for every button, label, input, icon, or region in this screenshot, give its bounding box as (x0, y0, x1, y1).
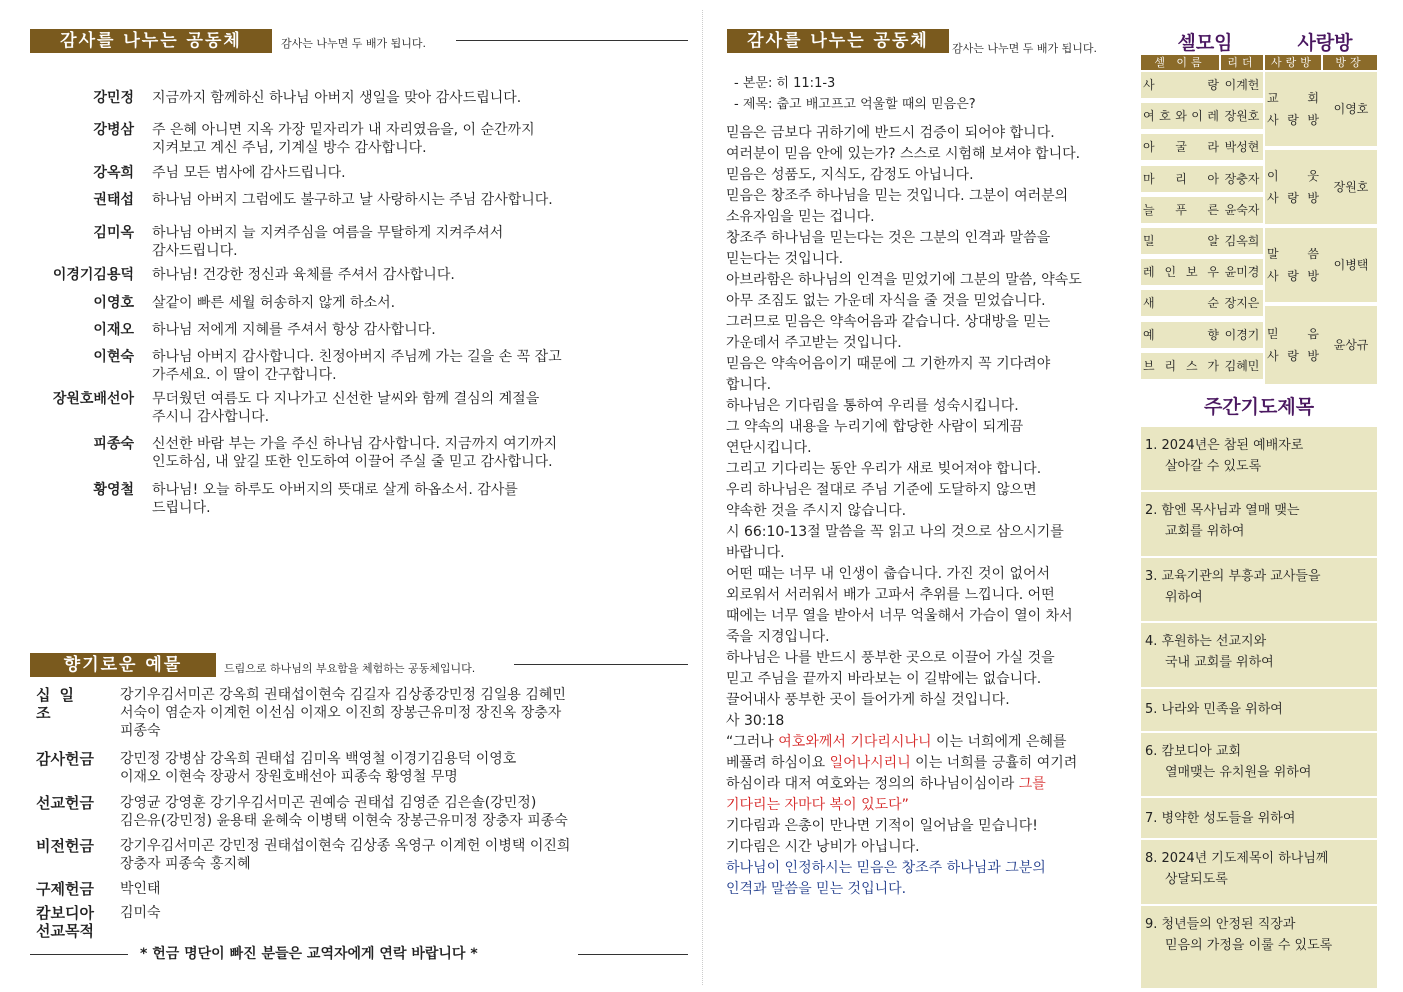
cell-name-char: 예 (1143, 327, 1155, 342)
thanks-item (32, 164, 682, 182)
thanks-name: 강병삼 (93, 122, 134, 138)
cell-row (1141, 103, 1263, 129)
prayer-line: 열매맺는 유치원을 위하여 (1165, 765, 1312, 780)
prayer-line: 4. 후원하는 선교지와 (1145, 634, 1267, 649)
cell-row (1141, 322, 1263, 348)
sermon-line: 창조주 하나님을 믿는다는 것은 그분의 인격과 말씀을 (726, 230, 1051, 246)
cell-name-char: 알 (1207, 234, 1219, 248)
thanks-message (152, 321, 682, 339)
thanks-line: 하나님 아버지 그럼에도 불구하고 날 사랑하시는 주님 감사합니다. (152, 192, 553, 208)
sermon-title: - 제목: 춥고 배고프고 억울할 때의 믿음은? (734, 97, 976, 112)
sermon-line: 믿음은 창조주 하나님을 믿는 것입니다. 그분이 여러분의 (726, 188, 1069, 204)
sermon-line: 믿는다는 것입니다. (726, 251, 844, 267)
cell-row (1141, 134, 1263, 160)
thanks-item (32, 435, 682, 471)
love-room (1265, 228, 1377, 302)
cell-name-char: 푸 (1175, 202, 1187, 217)
offering-line: 김미숙 (120, 905, 161, 921)
cell-row (1141, 290, 1263, 316)
cell-name-char: 향 (1207, 327, 1219, 342)
cell-leader: 장지은 (1224, 296, 1260, 311)
thanks-item (32, 321, 682, 339)
cell-name (1143, 197, 1219, 223)
love-room-char: 씀 (1307, 247, 1319, 261)
prayer-item (1141, 798, 1377, 838)
page-fold-line (702, 10, 703, 985)
cell-name-char: 른 (1207, 202, 1219, 217)
thanks-name: 이현숙 (93, 349, 134, 365)
offering-row (36, 794, 686, 830)
sermon-line: 끌어내사 풍부한 곳이 들어가게 하실 것입니다. (726, 692, 1010, 708)
love-room-char: 믿 (1267, 327, 1279, 341)
cell-name-char: 늘 (1143, 202, 1155, 217)
thanks-message (152, 164, 682, 182)
thanks-item (32, 481, 682, 517)
sermon-section-header: 감사를 나누는 공동체 (727, 29, 949, 53)
cell-name-char: 순 (1207, 296, 1219, 311)
offering-line: 이재오 이현숙 장광서 장원호배선아 피종숙 황영철 무명 (120, 769, 458, 785)
love-room-char: 회 (1307, 91, 1319, 105)
closing-line-2: 인격과 말씀을 믿는 것입니다. (726, 881, 907, 897)
love-room-char: 랑 (1287, 191, 1299, 205)
love-room-char: 사 (1267, 113, 1279, 127)
offering-names (120, 904, 686, 922)
prayer-item (1141, 733, 1377, 796)
prayer-line: 2. 함엔 목사님과 열매 맺는 (1145, 503, 1300, 518)
love-room-line (1267, 323, 1319, 345)
love-room-head: 이영호 (1333, 102, 1369, 116)
cell-name (1143, 290, 1219, 316)
thanks-line: 드립니다. (152, 500, 211, 516)
divider (578, 954, 688, 955)
love-room-char: 음 (1307, 327, 1319, 341)
love-room-name (1267, 323, 1319, 367)
sermon-line: 그러므로 믿음은 약속어음과 같습니다. 상대방을 믿는 (726, 314, 1051, 330)
cell-name-char: 밀 (1143, 234, 1155, 248)
offering-line: 강기우김서미곤 강민정 권태섭이현숙 김상종 옥영구 이계헌 이병택 이진희 (120, 838, 571, 854)
quote-line-1: “그러나 여호와께서 기다리시나니 이는 너희에게 은혜를 (726, 734, 1067, 750)
sermon-line: 믿음은 금보다 귀하기에 반드시 검증이 되어야 합니다. (726, 125, 1055, 141)
offering-label: 구제헌금 (36, 880, 94, 898)
sermon-line: 때에는 너무 열을 받아서 너무 억울해서 가슴이 열이 차서 (726, 608, 1073, 624)
cell-name-char: 리 (1164, 358, 1177, 373)
love-name-header: 사랑방 (1265, 55, 1321, 70)
thanks-section-header: 감사를 나누는 공동체 (30, 29, 272, 53)
sermon-line: 죽을 지경입니다. (726, 629, 830, 645)
love-room-char: 랑 (1287, 113, 1299, 127)
love-room-char: 방 (1307, 191, 1319, 205)
prayer-line: 6. 캄보디아 교회 (1145, 744, 1242, 759)
cell-leader-header: 리더 (1221, 55, 1263, 70)
sermon-line: 우리 하나님은 절대로 주님 기준에 도달하지 않으면 (726, 482, 1037, 498)
cell-leader: 이계헌 (1224, 78, 1260, 92)
thanks-item (32, 191, 682, 209)
love-room-char: 방 (1307, 113, 1319, 127)
prayer-item (1141, 623, 1377, 687)
love-room-char: 웃 (1307, 169, 1319, 183)
thanks-message (152, 435, 682, 471)
prayer-line: 상달되도록 (1165, 872, 1228, 887)
love-room-char: 방 (1307, 269, 1319, 283)
cell-leader: 김혜민 (1224, 358, 1260, 373)
divider (30, 954, 128, 955)
thanks-item (32, 121, 682, 157)
offering-names (120, 837, 686, 873)
after-line-1: 기다림과 은총이 만나면 기적이 일어남을 믿습니다! (726, 818, 1038, 834)
love-room-char: 사 (1267, 191, 1279, 205)
cell-row (1141, 353, 1263, 379)
offering-line: 강영균 강영훈 강기우김서미곤 권예승 권태섭 김영준 김은솔(강민정) (120, 795, 537, 811)
sermon-line: 시 66:10-13절 말씀을 꼭 읽고 나의 것으로 삼으시기를 (726, 524, 1064, 540)
sermon-line: 소유자임을 믿는 겁니다. (726, 209, 875, 225)
cell-leader: 윤미경 (1224, 265, 1260, 280)
love-room (1265, 306, 1377, 384)
sermon-section-subtitle: 감사는 나누면 두 배가 됩니다. (952, 42, 1097, 55)
love-room-name (1267, 165, 1319, 209)
cell-name-char: 라 (1207, 140, 1219, 155)
love-room-line (1267, 87, 1319, 109)
cell-name (1143, 353, 1219, 379)
offering-row (36, 904, 686, 940)
thanks-name: 김미옥 (93, 225, 134, 241)
cell-name-char: 와 (1175, 109, 1187, 124)
cell-name (1143, 259, 1219, 285)
offering-names (120, 686, 686, 740)
thanks-name: 이경기김용덕 (52, 267, 134, 283)
cell-name-char: 인 (1164, 265, 1177, 280)
cell-name-char: 가 (1207, 358, 1219, 373)
cell-row (1141, 259, 1263, 285)
divider (514, 664, 688, 665)
sermon-line: 믿음은 약속어음이기 때문에 그 기한까지 꼭 기다려야 (726, 356, 1051, 372)
thanks-message (152, 481, 682, 517)
love-room-head: 윤상규 (1333, 338, 1369, 352)
thanks-line: 하나님 아버지 감사합니다. 친정아버지 주님께 가는 길을 손 꼭 잡고 (152, 349, 562, 365)
cell-name (1143, 166, 1219, 192)
thanks-line: 하나님! 건강한 정신과 육체를 주셔서 감사합니다. (152, 267, 455, 283)
prayer-item (1141, 906, 1377, 988)
cell-leader: 장원호 (1224, 109, 1260, 124)
offering-row (36, 686, 686, 740)
thanks-message (152, 294, 682, 312)
cell-name-char: 레 (1207, 109, 1219, 124)
cell-leader: 장충자 (1224, 171, 1260, 186)
thanks-message (152, 89, 682, 107)
thanks-line: 인도하심, 내 앞길 또한 인도하여 이끌어 주실 줄 믿고 감사합니다. (152, 454, 553, 470)
thanks-item (32, 89, 682, 107)
sermon-line: 합니다. (726, 377, 772, 393)
cell-name (1143, 322, 1219, 348)
thanks-name: 피종숙 (93, 436, 134, 452)
cell-name-char: 새 (1143, 296, 1155, 311)
cell-name-char: 아 (1207, 171, 1219, 186)
quote-line-2: 베풀려 하심이요 일어나시리니 이는 너희를 긍휼히 여기려 (726, 755, 1078, 771)
divider (456, 40, 688, 41)
thanks-item (32, 224, 682, 260)
prayer-line: 믿음의 가정을 이룰 수 있도록 (1165, 938, 1333, 953)
thanks-line: 하나님 아버지 늘 지켜주심을 여름을 무탈하게 지켜주셔서 (152, 225, 504, 241)
love-room-char: 방 (1307, 349, 1319, 363)
prayer-title: 주간기도제목 (1203, 396, 1315, 418)
offering-label: 감사헌금 (36, 750, 94, 768)
sermon-line: 바랍니다. (726, 545, 785, 561)
thanks-name: 권태섭 (93, 192, 134, 208)
prayer-line: 1. 2024년은 참된 예배자로 (1145, 438, 1304, 453)
thanks-message (152, 348, 682, 384)
love-room-char: 이 (1267, 169, 1279, 183)
thanks-name: 이영호 (93, 295, 134, 311)
thanks-line: 하나님! 오늘 하루도 아버지의 뜻대로 살게 하옵소서. 감사를 (152, 482, 518, 498)
thanks-message (152, 390, 682, 426)
cell-name-char: 호 (1159, 109, 1171, 124)
cell-name-char: 마 (1143, 171, 1155, 186)
prayer-line: 5. 나라와 민족을 위하여 (1145, 702, 1283, 717)
love-room-line (1267, 265, 1319, 287)
love-room-head: 장원호 (1333, 180, 1369, 194)
cell-name-char: 이 (1191, 109, 1203, 124)
sermon-line: 여러분이 믿음 안에 있는가? 스스로 시험해 보셔야 합니다. (726, 146, 1081, 162)
offering-line: 강기우김서미곤 강옥희 권태섭이현숙 김길자 김상종강민정 김일용 김혜민 (120, 687, 566, 703)
offering-line: 장충자 피종숙 홍지혜 (120, 856, 251, 872)
sermon-line: 아브라함은 하나님의 인격을 믿었기에 그분의 말씀, 약속도 (726, 272, 1082, 288)
cell-name-char: 사 (1143, 78, 1155, 92)
thanks-line: 지켜보고 계신 주님, 기계실 방수 감사합니다. (152, 140, 427, 156)
prayer-line: 7. 병약한 성도들을 위하여 (1145, 811, 1296, 826)
cell-leader: 이경기 (1224, 327, 1260, 342)
thanks-item (32, 390, 682, 426)
cell-meeting-title: 셀모임 (1177, 32, 1233, 54)
scripture-reference: - 본문: 히 11:1-3 (734, 76, 836, 91)
prayer-line: 살아갈 수 있도록 (1165, 459, 1262, 474)
love-room (1265, 150, 1377, 224)
love-room-title: 사랑방 (1297, 32, 1353, 54)
offering-section-header: 향기로운 예물 (30, 653, 216, 677)
after-line-2: 기다림은 시간 낭비가 아닙니다. (726, 839, 920, 855)
offering-line: 강민정 강병삼 강옥희 권태섭 김미옥 백영철 이경기김용덕 이영호 (120, 751, 517, 767)
sermon-line: 믿고 주님을 끝까지 바라보는 이 길밖에는 없습니다. (726, 671, 1042, 687)
prayer-line: 위하여 (1165, 590, 1203, 605)
cell-name (1143, 134, 1219, 160)
thanks-line: 살같이 빠른 세월 허송하지 않게 하소서. (152, 295, 396, 311)
sermon-line: 그 약속의 내용을 누리기에 합당한 사람이 되게끔 (726, 419, 1024, 435)
sermon-line: 사 30:18 (726, 713, 785, 729)
prayer-item (1141, 427, 1377, 490)
cell-name (1143, 228, 1219, 254)
cell-row (1141, 197, 1263, 223)
sermon-line: 하나님은 기다림을 통하여 우리를 성숙시킵니다. (726, 398, 1019, 414)
thanks-name: 강옥희 (93, 165, 134, 181)
thanks-name: 황영철 (93, 482, 134, 498)
thanks-line: 신선한 바람 부는 가을 주신 하나님 감사합니다. 지금까지 여기까지 (152, 436, 558, 452)
sermon-line: 어떤 때는 너무 내 인생이 춥습니다. 가진 것이 없어서 (726, 566, 1051, 582)
cell-name-char: 랑 (1207, 78, 1219, 92)
love-room-char: 사 (1267, 349, 1279, 363)
offering-line: 피종숙 (120, 723, 161, 739)
love-room-line (1267, 109, 1319, 131)
cell-name-char: 아 (1143, 140, 1155, 155)
thanks-message (152, 266, 682, 284)
offering-names (120, 880, 686, 898)
offering-label: 선교헌금 (36, 794, 94, 812)
offering-label: 캄보디아 선교목적 (36, 904, 94, 940)
thanks-line: 하나님 저에게 지혜를 주셔서 항상 감사합니다. (152, 322, 436, 338)
offering-row (36, 837, 686, 873)
thanks-message (152, 121, 682, 157)
quote-line-3: 하심이라 대저 여호와는 정의의 하나님이심이라 그를 (726, 776, 1046, 792)
thanks-line: 지금까지 함께하신 하나님 아버지 생일을 맞아 감사드립니다. (152, 90, 522, 106)
thanks-message (152, 191, 682, 209)
offering-names (120, 750, 686, 786)
love-room-line (1267, 243, 1319, 265)
offering-section-subtitle: 드림으로 하나님의 부요함을 체험하는 공동체입니다. (224, 662, 476, 675)
thanks-name: 이재오 (93, 322, 134, 338)
love-room-char: 랑 (1287, 349, 1299, 363)
offering-line: 서숙이 염순자 이계헌 이선심 이재오 이진희 장봉근유미정 장진옥 장충자 (120, 705, 562, 721)
thanks-name: 장원호배선아 (52, 391, 134, 407)
cell-name-header: 셀 이름 (1141, 55, 1219, 70)
cell-name (1143, 72, 1219, 98)
offering-label: 십일조 (36, 686, 83, 722)
prayer-line: 3. 교육기관의 부흥과 교사들을 (1145, 569, 1321, 584)
cell-name-char: 브 (1143, 358, 1155, 373)
sermon-line: 약속한 것을 주시지 않습니다. (726, 503, 907, 519)
love-room-line (1267, 345, 1319, 367)
sermon-line: 하나님은 나를 반드시 풍부한 곳으로 이끌어 가실 것을 (726, 650, 1055, 666)
love-room-char: 말 (1267, 247, 1279, 261)
sermon-body (726, 123, 1138, 900)
prayer-line: 교회를 위하여 (1165, 524, 1245, 539)
offering-names (120, 794, 686, 830)
prayer-line: 9. 청년들의 안정된 직장과 (1145, 917, 1296, 932)
thanks-line: 주시니 감사합니다. (152, 409, 270, 425)
thanks-item (32, 348, 682, 384)
prayer-item (1141, 492, 1377, 556)
love-room-line (1267, 165, 1319, 187)
love-room (1265, 72, 1377, 146)
cell-row (1141, 228, 1263, 254)
thanks-name: 강민정 (93, 90, 134, 106)
offering-row (36, 750, 686, 786)
thanks-section-subtitle: 감사는 나누면 두 배가 됩니다. (281, 37, 426, 50)
thanks-item (32, 266, 682, 284)
thanks-line: 가주세요. 이 딸이 간구합니다. (152, 367, 337, 383)
love-room-head: 이병택 (1333, 258, 1369, 272)
cell-name (1143, 103, 1219, 129)
love-room-char: 교 (1267, 91, 1279, 105)
offering-label: 비전헌금 (36, 837, 94, 855)
cell-row (1141, 72, 1263, 98)
closing-line-1: 하나님이 인정하시는 믿음은 창조주 하나님과 그분의 (726, 860, 1046, 876)
cell-leader: 윤숙자 (1224, 202, 1260, 217)
sermon-line: 외로워서 서러워서 배가 고파서 추위를 느낍니다. 어떤 (726, 587, 1055, 603)
quote-line-4: 기다리는 자마다 복이 있도다” (726, 797, 909, 813)
sermon-line: 연단시킵니다. (726, 440, 812, 456)
cell-name-char: 보 (1185, 265, 1198, 280)
cell-name-char: 여 (1143, 109, 1155, 124)
love-head-header: 방장 (1323, 55, 1377, 70)
offering-footer-note: * 헌금 명단이 빠진 분들은 교역자에게 연락 바랍니다 * (140, 946, 478, 962)
cell-name-char: 리 (1175, 171, 1187, 186)
love-room-line (1267, 187, 1319, 209)
cell-name-char: 스 (1185, 358, 1198, 373)
cell-leader: 김옥희 (1224, 234, 1260, 248)
prayer-item (1141, 558, 1377, 621)
love-room-char: 랑 (1287, 269, 1299, 283)
thanks-line: 주 은혜 아니면 지옥 가장 밑자리가 내 자리였음을, 이 순간까지 (152, 122, 535, 138)
thanks-line: 무더웠던 여름도 다 지나가고 신선한 날씨와 함께 결심의 계절을 (152, 391, 540, 407)
thanks-line: 감사드립니다. (152, 243, 238, 259)
cell-leader: 박성현 (1224, 140, 1260, 155)
prayer-line: 8. 2024년 기도제목이 하나님께 (1145, 851, 1329, 866)
sermon-line: 믿음은 성품도, 지식도, 감정도 아닙니다. (726, 167, 974, 183)
prayer-line: 국내 교회를 위하여 (1165, 655, 1274, 670)
cell-name-char: 우 (1207, 265, 1219, 280)
thanks-item (32, 294, 682, 312)
cell-name-char: 굴 (1175, 140, 1187, 155)
sermon-line: 아무 조짐도 없는 가운데 자식을 줄 것을 믿었습니다. (726, 293, 1046, 309)
offering-line: 박인태 (120, 881, 161, 897)
thanks-message (152, 224, 682, 260)
sermon-line: 그리고 기다리는 동안 우리가 새로 빚어져야 합니다. (726, 461, 1042, 477)
prayer-item (1141, 689, 1377, 731)
prayer-item (1141, 840, 1377, 904)
offering-line: 김은유(강민정) 윤용태 윤혜숙 이병택 이현숙 장봉근유미정 장충자 피종숙 (120, 813, 568, 829)
cell-row (1141, 166, 1263, 192)
love-room-char: 사 (1267, 269, 1279, 283)
love-room-name (1267, 243, 1319, 287)
cell-name-char: 레 (1143, 265, 1155, 280)
sermon-line: 가운데서 주고받는 것입니다. (726, 335, 902, 351)
love-room-name (1267, 87, 1319, 131)
thanks-line: 주님 모든 범사에 감사드립니다. (152, 165, 346, 181)
